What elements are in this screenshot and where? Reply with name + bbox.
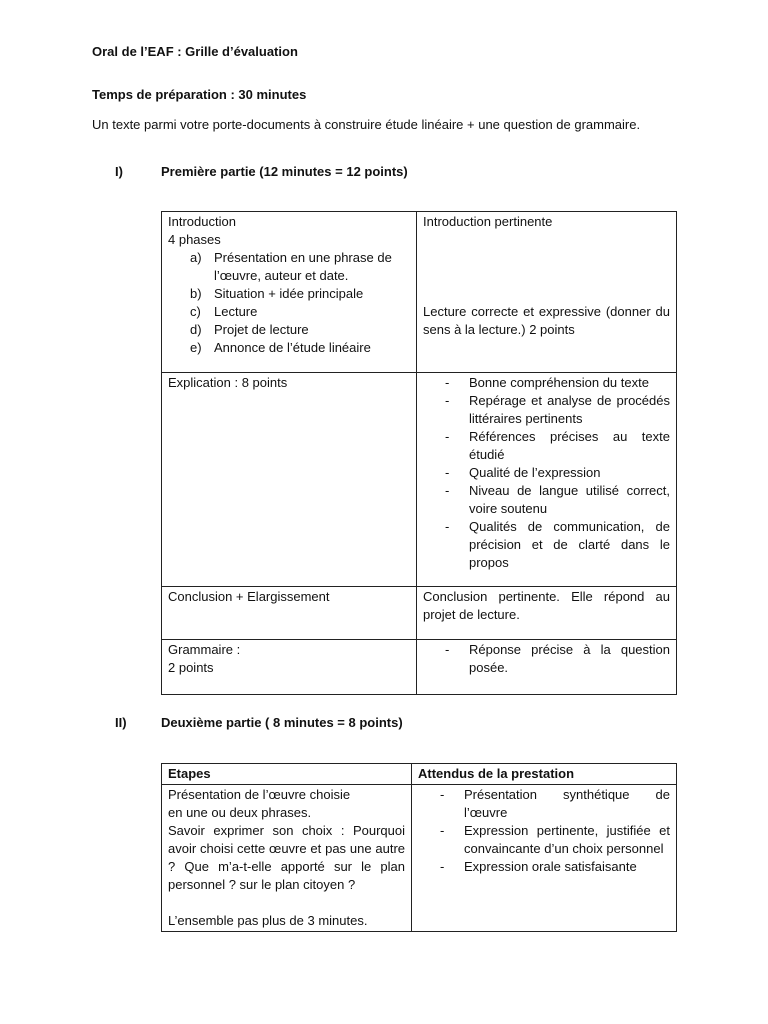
table-row [162,373,677,587]
part1-table [161,211,677,695]
grammar-cell [162,640,417,695]
intro-criteria-a: Introduction pertinente [423,214,553,229]
list-item: e) Annonce de l’étude linéaire [190,340,371,355]
list-item: - Expression pertinente, justifiée et convaincante d’un choix personnel [440,823,670,856]
attendus-cell [412,785,677,932]
conclusion-criteria-cell: Conclusion pertinente. Elle répond au projet de lecture. [417,587,677,640]
attendus-list [418,786,670,876]
list-item: d) Projet de lecture [190,322,309,337]
list-item: - Bonne compréhension du texte [445,375,649,390]
etapes-cell [162,785,412,932]
grammar-criteria-cell [417,640,677,695]
list-item: b) Situation + idée principale [190,286,364,301]
table-row [162,587,677,640]
conclusion-cell: Conclusion + Elargissement [162,587,417,640]
grammar-criteria-list [423,641,670,677]
intro-phase-list [168,249,410,357]
col-header-attendus: Attendus de la prestation [412,764,677,785]
table-header-row [162,764,677,785]
col-header-etapes: Etapes [162,764,412,785]
part1-heading: Première partie (12 minutes = 12 points) [161,164,408,179]
table-row [162,640,677,695]
etapes-footer: L’ensemble pas plus de 3 minutes. [168,913,368,928]
intro-paragraph: Un texte parmi votre porte-documents à construire étude linéaire + une question de grammaire. [92,117,641,132]
list-item: - Présentation synthétique de l’œuvre [440,787,670,820]
list-item: a) Présentation en une phrase de l’œuvre, auteur et date. [190,250,392,283]
list-item: c) Lecture [190,304,258,319]
etapes-paragraph: Savoir exprimer son choix : Pourquoi avoir choisi cette œuvre et pas une autre ? Que m’a-t-elle apporté sur le plan personnel ? sur le plan citoyen ? [168,823,405,892]
table-row [162,212,677,373]
intro-criteria-cell [417,212,677,373]
intro-phases: 4 phases [168,232,221,247]
etapes-line: Présentation de l’œuvre choisie [168,787,351,802]
list-item: - Réponse précise à la question posée. [445,642,670,675]
list-item: - Expression orale satisfaisante [440,859,637,874]
part1-number: I) [115,164,123,179]
list-item: - Qualité de l’expression [445,465,601,480]
list-item: - Repérage et analyse de procédés littéraires pertinents [445,393,670,426]
grammar-label: Grammaire : [168,642,241,657]
prep-time: Temps de préparation : 30 minutes [92,87,307,102]
explication-criteria-cell [417,373,677,587]
list-item: - Références précises au texte étudié [445,429,670,462]
document-title: Oral de l’EAF : Grille d’évaluation [92,44,298,59]
intro-criteria-b: Lecture correcte et expressive (donner du sens à la lecture.) 2 points [423,304,670,337]
list-item: - Niveau de langue utilisé correct, voire soutenu [445,483,670,516]
intro-title: Introduction [168,214,236,229]
explication-cell: Explication : 8 points [162,373,417,587]
list-item: - Qualités de communication, de précision et de clarté dans le propos [445,519,670,570]
grammar-points: 2 points [168,660,214,675]
table-row [162,785,677,932]
part2-heading: Deuxième partie ( 8 minutes = 8 points) [161,715,403,730]
part2-number: II) [115,715,127,730]
etapes-line: en une ou deux phrases. [168,805,312,820]
explication-criteria-list [423,374,670,572]
part2-table [161,763,677,932]
intro-cell [162,212,417,373]
